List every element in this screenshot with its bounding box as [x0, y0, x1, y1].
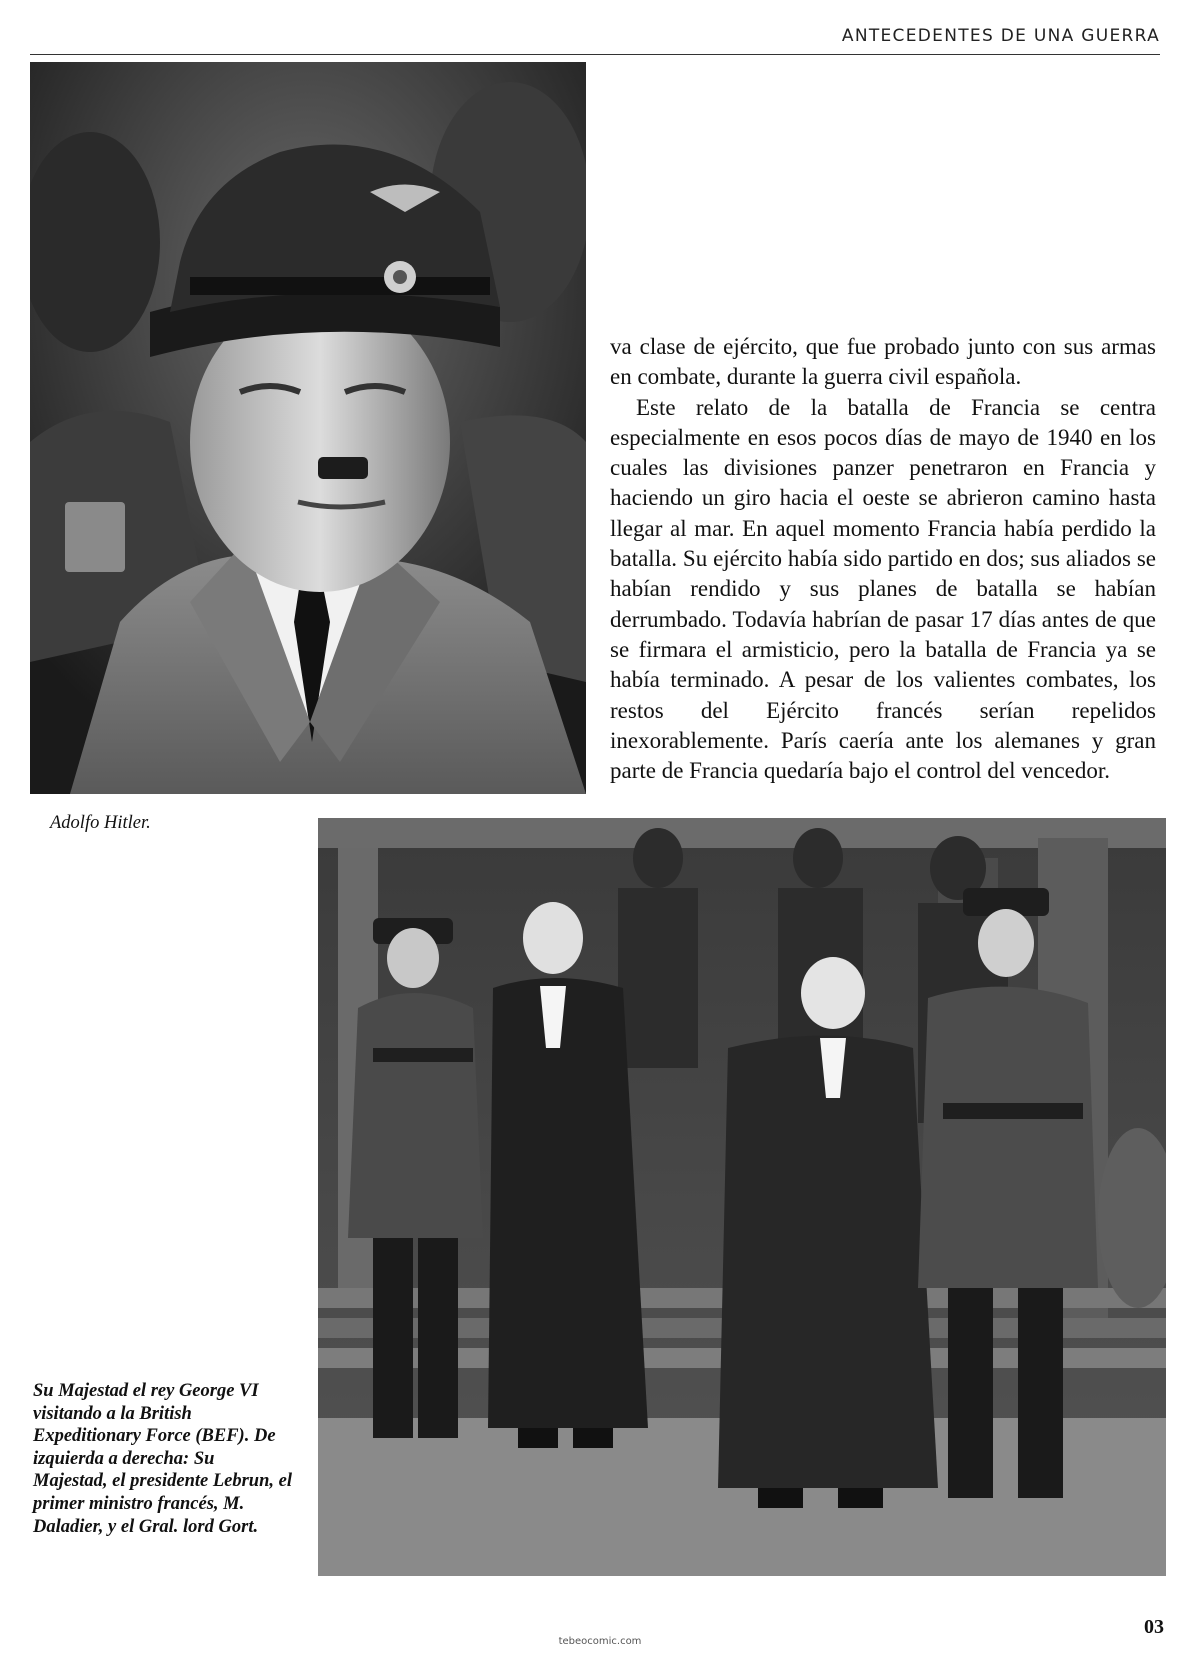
- article-body: [610, 332, 1156, 786]
- article-paragraph: Este relato de la batalla de Francia se centra especialmente en esos pocos días de mayo de 1940 en los cuales las divisiones panzer penetraron en Francia y haciendo un giro hacia el oeste se abrieron camino hasta llegar al mar. En aquel momento Francia había perdido la batalla. Su ejército había sido partido en dos; sus aliados se habían rendido y sus planes de batalla se habían derrumbado. Todavía habrían de pasar 17 días antes de que se firmara el armisticio, pero la batalla de Francia ya se había terminado. A pesar de los valientes combates, los restos del Ejército francés serían repelidos inexorablemente. París caería ante los alemanes y gran parte de Francia quedaría bajo el control del vencedor.: [610, 394, 1156, 784]
- article-paragraph: va clase de ejército, que fue probado junto con sus armas en combate, durante la guerra civil española.: [610, 334, 1156, 390]
- source-watermark: tebeocomic.com: [558, 1636, 642, 1647]
- header-rule: [30, 54, 1160, 55]
- running-header: ANTECEDENTES DE UNA GUERRA: [841, 26, 1160, 46]
- photo-group: [318, 818, 1166, 1576]
- page-number: 03: [1144, 1616, 1164, 1638]
- photo-caption-portrait: Adolfo Hitler.: [50, 813, 151, 833]
- photo-caption-group: Su Majestad el rey George VI visitando a la British Expeditionary Force (BEF). De izquierda a derecha: Su Majestad, el presidente Lebrun, el primer ministro francés, M. Daladier, y el Gral. lord Gort.: [33, 1381, 292, 1537]
- photo-portrait: [30, 62, 586, 794]
